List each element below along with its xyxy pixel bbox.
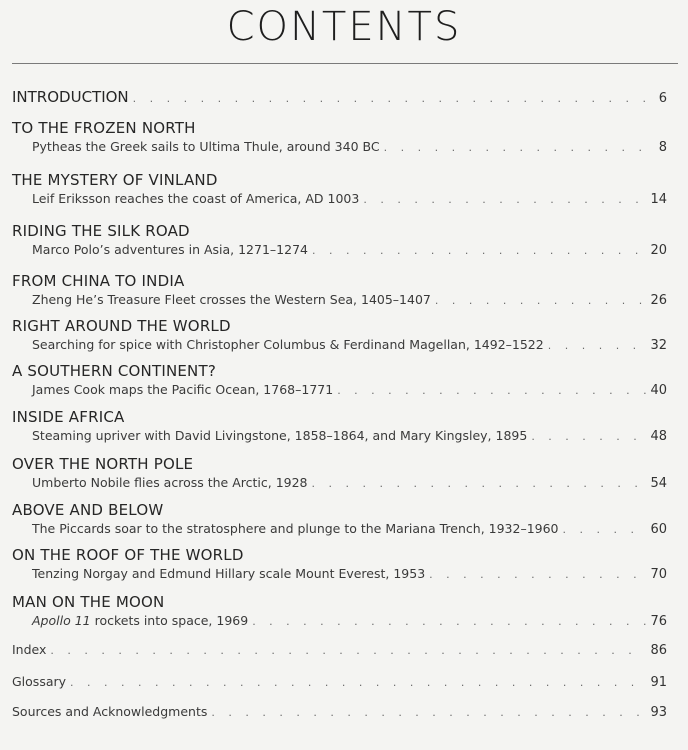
page-number: 76 xyxy=(650,614,667,629)
toc-subtitle: Tenzing Norgay and Edmund Hillary scale Mount Everest, 1953 xyxy=(32,566,426,581)
leader-dots xyxy=(384,139,655,157)
page-title: CONTENTS xyxy=(226,4,462,50)
toc-entry-north-pole[interactable] xyxy=(12,454,667,493)
toc-entry-index[interactable] xyxy=(12,641,667,660)
page-number: 60 xyxy=(650,522,667,537)
leader-dots xyxy=(70,674,646,692)
leader-dots xyxy=(563,521,647,539)
page-number: 8 xyxy=(658,140,667,155)
toc-subtitle: The Piccards soar to the stratosphere and plunge to the Mariana Trench, 1932–1960 xyxy=(32,521,559,536)
toc-entry-man-moon[interactable] xyxy=(12,592,667,631)
toc-label: Index xyxy=(12,642,47,657)
toc-subtitle-italic: Apollo 11 xyxy=(32,613,91,628)
toc-heading: RIDING THE SILK ROAD xyxy=(12,222,190,240)
toc-heading: TO THE FROZEN NORTH xyxy=(12,119,196,137)
toc-subtitle: Zheng He’s Treasure Fleet crosses the Western Sea, 1405–1407 xyxy=(32,292,431,307)
leader-dots xyxy=(435,292,647,310)
toc-heading: THE MYSTERY OF VINLAND xyxy=(12,171,218,189)
toc-heading: INTRODUCTION xyxy=(12,88,129,106)
toc-subtitle: Leif Eriksson reaches the coast of America, AD 1003 xyxy=(32,191,360,206)
leader-dots xyxy=(133,89,655,109)
page-number: 91 xyxy=(650,675,667,690)
toc-subtitle: Searching for spice with Christopher Columbus & Ferdinand Magellan, 1492–1522 xyxy=(32,337,544,352)
toc-entry-sources[interactable] xyxy=(12,703,667,722)
toc-label: Glossary xyxy=(12,674,67,689)
toc-entry-inside-africa[interactable] xyxy=(12,407,667,446)
page-number: 70 xyxy=(650,567,667,582)
toc-heading: FROM CHINA TO INDIA xyxy=(12,272,185,290)
leader-dots xyxy=(252,613,646,631)
toc-heading: RIGHT AROUND THE WORLD xyxy=(12,317,231,335)
toc-heading: MAN ON THE MOON xyxy=(12,593,165,611)
page-number: 32 xyxy=(650,338,667,353)
page-number: 40 xyxy=(650,383,667,398)
leader-dots xyxy=(312,475,647,493)
toc-heading: OVER THE NORTH POLE xyxy=(12,455,194,473)
toc-subtitle: Pytheas the Greek sails to Ultima Thule, around 340 BC xyxy=(32,139,380,154)
toc-heading: ON THE ROOF OF THE WORLD xyxy=(12,546,244,564)
page-number: 20 xyxy=(650,243,667,258)
toc-heading: ABOVE AND BELOW xyxy=(12,501,164,519)
toc-entry-above-below[interactable] xyxy=(12,500,667,539)
page-number: 6 xyxy=(658,91,667,106)
toc-entry-frozen-north[interactable] xyxy=(12,118,667,157)
leader-dots xyxy=(548,337,647,355)
title-divider xyxy=(12,63,678,64)
page-number: 93 xyxy=(650,705,667,720)
toc-entry-around-world[interactable] xyxy=(12,316,667,355)
toc-heading: A SOUTHERN CONTINENT? xyxy=(12,362,216,380)
toc-entry-glossary[interactable] xyxy=(12,673,667,692)
toc-entry-southern-continent[interactable] xyxy=(12,361,667,400)
leader-dots xyxy=(531,428,646,446)
toc-entry-vinland[interactable] xyxy=(12,170,667,209)
toc-entry-china-india[interactable] xyxy=(12,271,667,310)
leader-dots xyxy=(429,566,646,584)
toc-label: Sources and Acknowledgments xyxy=(12,704,208,719)
leader-dots xyxy=(50,642,646,660)
leader-dots xyxy=(337,382,646,400)
page-number: 48 xyxy=(650,429,667,444)
toc-entry-introduction[interactable] xyxy=(12,87,667,109)
leader-dots xyxy=(312,242,646,260)
toc-subtitle-rest: rockets into space, 1969 xyxy=(90,613,249,628)
toc-subtitle: Marco Polo’s adventures in Asia, 1271–1274 xyxy=(32,242,308,257)
toc-subtitle: Umberto Nobile flies across the Arctic, 1928 xyxy=(32,475,308,490)
page-number: 54 xyxy=(650,476,667,491)
toc-entry-silk-road[interactable] xyxy=(12,221,667,260)
toc-entry-roof-world[interactable] xyxy=(12,545,667,584)
toc-subtitle xyxy=(32,612,248,630)
toc-subtitle: Steaming upriver with David Livingstone, 1858–1864, and Mary Kingsley, 1895 xyxy=(32,428,528,443)
toc-subtitle: James Cook maps the Pacific Ocean, 1768–1771 xyxy=(32,382,334,397)
page-number: 86 xyxy=(650,643,667,658)
toc-heading: INSIDE AFRICA xyxy=(12,408,125,426)
leader-dots xyxy=(363,191,646,209)
page-number: 26 xyxy=(650,293,667,308)
leader-dots xyxy=(211,704,646,722)
page-number: 14 xyxy=(650,192,667,207)
